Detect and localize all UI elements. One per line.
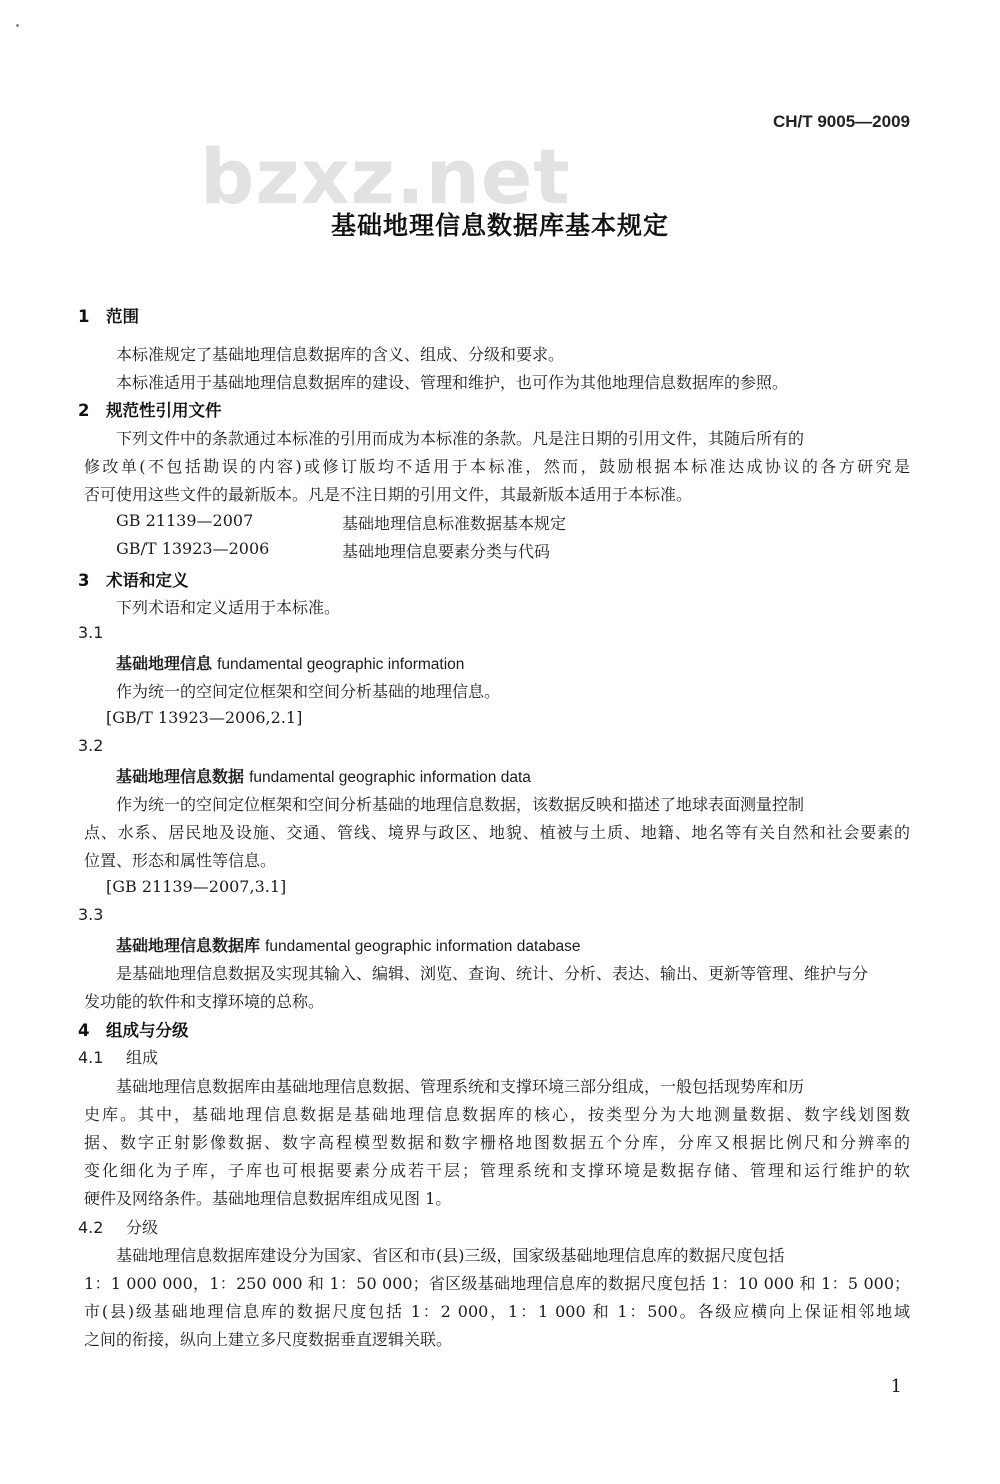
term-english: fundamental geographic information database bbox=[265, 938, 581, 955]
section-3-heading bbox=[78, 567, 189, 591]
section-4-heading bbox=[78, 1017, 189, 1041]
page-title: 基础地理信息数据库基本规定 bbox=[330, 211, 669, 240]
term-definition: 点、水系、居民地及设施、交通、管线、境界与政区、地貌、植被与土质、地籍、地名等有关自然和社会要素的 bbox=[84, 823, 910, 842]
paragraph-line: 基础地理信息数据库由基础地理信息数据、管理系统和支撑环境三部分组成，一般包括现势库和历 bbox=[116, 1077, 805, 1096]
term-definition: 位置、形态和属性等信息。 bbox=[84, 851, 277, 870]
paragraph-line: 1：1 000 000，1：250 000 和 1：50 000；省区级基础地理信息库的数据尺度包括 1：10 000 和 1：5 000； bbox=[84, 1274, 910, 1293]
subsection-number: 4.1 bbox=[78, 1048, 104, 1067]
term-number: 3.3 bbox=[78, 905, 104, 924]
subsection-title: 组成 bbox=[126, 1048, 159, 1067]
paragraph-line: 基础地理信息数据库建设分为国家、省区和市(县)三级，国家级基础地理信息库的数据尺度包括 bbox=[116, 1246, 785, 1265]
paragraph-line: 市(县)级基础地理信息库的数据尺度包括 1：2 000，1：1 000 和 1：500。各级应横向上保证相邻地域 bbox=[84, 1302, 910, 1321]
reference-title: 基础地理信息标准数据基本规定 bbox=[342, 514, 567, 533]
term-heading bbox=[116, 651, 464, 674]
paragraph-line: 下列术语和定义适用于本标准。 bbox=[116, 598, 341, 617]
section-number: 3 bbox=[78, 571, 90, 590]
paragraph-line: 否可使用这些文件的最新版本。凡是不注日期的引用文件，其最新版本适用于本标准。 bbox=[84, 485, 693, 504]
section-number: 2 bbox=[78, 401, 90, 420]
term-english: fundamental geographic information data bbox=[249, 769, 531, 786]
paragraph-line: 本标准规定了基础地理信息数据库的含义、组成、分级和要求。 bbox=[116, 345, 565, 364]
subsection-number: 4.2 bbox=[78, 1218, 104, 1237]
paragraph-line: 修改单(不包括勘误的内容)或修订版均不适用于本标准，然而，鼓励根据本标准达成协议的各方研究是 bbox=[84, 457, 910, 476]
term-heading bbox=[116, 933, 581, 956]
paragraph-line: 硬件及网络条件。基础地理信息数据库组成见图 1。 bbox=[84, 1189, 452, 1208]
section-title: 规范性引用文件 bbox=[106, 401, 222, 420]
section-2-heading bbox=[78, 397, 222, 421]
paragraph-line: 之间的衔接，纵向上建立多尺度数据垂直逻辑关联。 bbox=[84, 1330, 453, 1349]
section-number: 4 bbox=[78, 1021, 90, 1040]
term-definition: 作为统一的空间定位框架和空间分析基础的地理信息数据，该数据反映和描述了地球表面测量控制 bbox=[116, 795, 805, 814]
reference-title: 基础地理信息要素分类与代码 bbox=[342, 542, 551, 561]
term-definition: 作为统一的空间定位框架和空间分析基础的地理信息。 bbox=[116, 682, 501, 701]
term-chinese: 基础地理信息 bbox=[116, 654, 213, 673]
subsection-4-1-heading bbox=[78, 1045, 158, 1068]
section-title: 范围 bbox=[106, 307, 139, 326]
page-number: 1 bbox=[890, 1376, 902, 1397]
term-heading bbox=[116, 764, 531, 787]
paragraph-line: 史库。其中，基础地理信息数据是基础地理信息数据库的核心，按类型分为大地测量数据、数字线划图数 bbox=[84, 1105, 910, 1124]
term-definition: 发功能的软件和支撑环境的总称。 bbox=[84, 992, 325, 1011]
paragraph-line: 变化细化为子库，子库也可根据要素分成若干层；管理系统和支撑环境是数据存储、管理和运行维护的软 bbox=[84, 1161, 910, 1180]
subsection-title: 分级 bbox=[126, 1218, 159, 1237]
section-number: 1 bbox=[78, 307, 90, 326]
section-title: 术语和定义 bbox=[106, 571, 189, 590]
reference-code: GB 21139—2007 bbox=[116, 511, 254, 530]
paragraph-line: 下列文件中的条款通过本标准的引用而成为本标准的条款。凡是注日期的引用文件，其随后所有的 bbox=[116, 429, 805, 448]
paragraph-line: 据、数字正射影像数据、数字高程模型数据和数字栅格地图数据五个分库，分库又根据比例尺和分辨率的 bbox=[84, 1133, 910, 1152]
term-source: [GB 21139—2007,3.1] bbox=[106, 877, 287, 896]
section-1-heading bbox=[78, 303, 139, 327]
paragraph-line: 本标准适用于基础地理信息数据库的建设、管理和维护，也可作为其他地理信息数据库的参照。 bbox=[116, 373, 789, 392]
term-english: fundamental geographic information bbox=[217, 656, 465, 673]
term-number: 3.2 bbox=[78, 736, 104, 755]
watermark: bzxz.net bbox=[200, 132, 571, 221]
term-chinese: 基础地理信息数据 bbox=[116, 767, 245, 786]
reference-code: GB/T 13923—2006 bbox=[116, 539, 270, 558]
section-title: 组成与分级 bbox=[106, 1021, 189, 1040]
subsection-4-2-heading bbox=[78, 1215, 158, 1238]
scan-speck bbox=[16, 24, 19, 27]
term-source: [GB/T 13923—2006,2.1] bbox=[106, 708, 303, 727]
term-number: 3.1 bbox=[78, 623, 104, 642]
term-definition: 是基础地理信息数据及实现其输入、编辑、浏览、查询、统计、分析、表达、输出、更新等管理、维护与分 bbox=[116, 964, 869, 983]
term-chinese: 基础地理信息数据库 bbox=[116, 936, 261, 955]
standard-code: CH/T 9005—2009 bbox=[772, 112, 910, 131]
